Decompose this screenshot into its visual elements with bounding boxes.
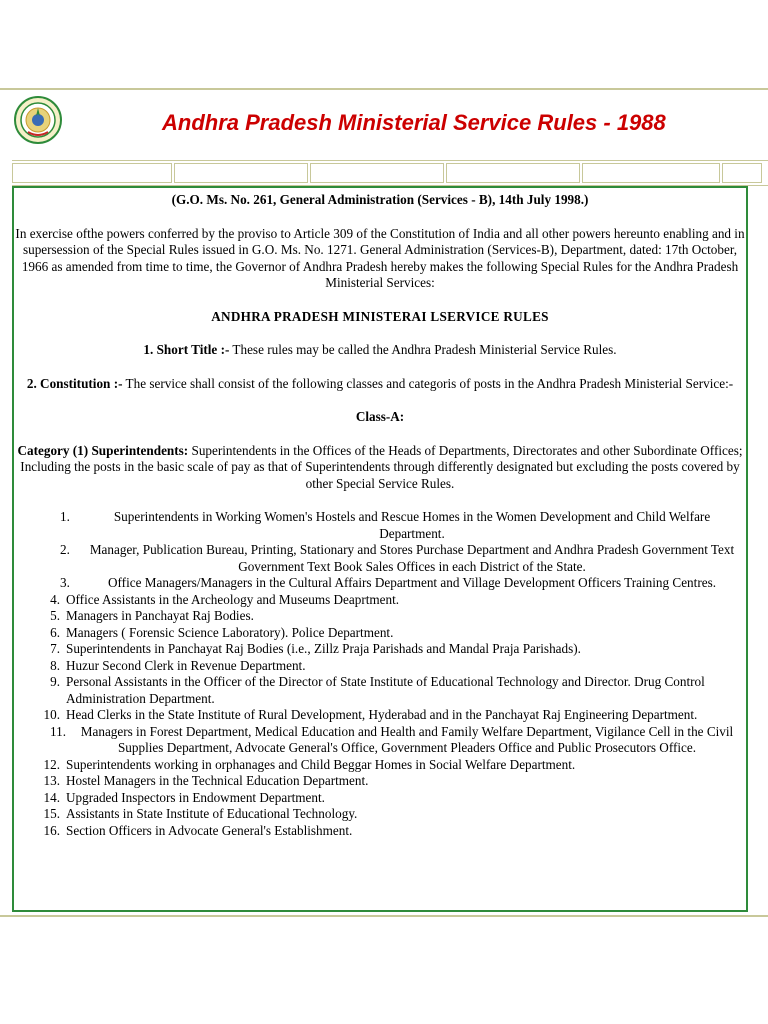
preamble: In exercise ofthe powers conferred by the proviso to Article 309 of the Constitution of India and all other powers hereunto enabling and in supersession of the Special Rules issued in G.O. Ms. No. 1271. General Administration (Services-B), Department, dated: 17th October, 1966 as amended from time to time, the Governor of Andhra Pradesh hereby makes the following Special Rules for the Andhra Pradesh Ministerial Services:: [15, 225, 745, 290]
list-text: Superintendents in Working Women's Hostels and Rescue Homes in the Women Development and Child Welfare Department.: [113, 509, 711, 541]
list-number: 13.: [43, 773, 60, 788]
list-item: [14, 806, 746, 823]
list-text: Office Assistants in the Archeology and Museums Deaprtment.: [66, 591, 400, 607]
nav-cell[interactable]: [446, 163, 580, 183]
list-number: 8.: [50, 657, 60, 673]
rules-heading: ANDHRA PRADESH MINISTERAI LSERVICE RULES: [211, 308, 549, 324]
list-text: Superintendents in Panchayat Raj Bodies (i.e., Zillz Praja Parishads and Mandal Praja Parishads).: [66, 641, 581, 656]
list-item: [14, 509, 746, 542]
class-label: Class-A:: [355, 409, 405, 424]
list-number: 2.: [60, 542, 70, 557]
list-number: 9.: [50, 674, 60, 689]
list-text: Managers in Panchayat Raj Bodies.: [66, 608, 254, 623]
list-text: Personal Assistants in the Officer of the Director of State Institute of Educational Technology and Director. Drug Control Administration Department.: [66, 674, 705, 706]
nav-cell[interactable]: [722, 163, 762, 183]
short-title-text: These rules may be called the Andhra Pradesh Ministerial Service Rules.: [229, 342, 617, 357]
list-text: Hostel Managers in the Technical Education Department.: [66, 773, 369, 788]
list-text: Manager, Publication Bureau, Printing, Stationary and Stores Purchase Department and Andhra Pradesh Government Text Government Text Book Sales Offices in each District of the State.: [89, 542, 735, 574]
list-number: 6.: [50, 624, 60, 640]
list-number: 11.: [50, 723, 66, 739]
list-item: [14, 542, 746, 575]
nav-cell[interactable]: [310, 163, 444, 183]
top-divider: [0, 88, 768, 90]
list-text: Superintendents working in orphanages and Child Beggar Homes in Social Welfare Department.: [66, 756, 576, 772]
rule-constitution: [14, 376, 746, 393]
list-number: 1.: [60, 509, 70, 524]
bottom-divider: [0, 915, 768, 917]
list-number: 12.: [43, 756, 60, 772]
list-item: [14, 575, 746, 592]
list-item: [14, 707, 746, 724]
list-text: Upgraded Inspectors in Endowment Department.: [66, 789, 325, 805]
list-item: [14, 823, 746, 840]
list-item: [14, 592, 746, 609]
list-text: Managers in Forest Department, Medical Education and Health and Family Welfare Department, Vigilance Cell in the Civil Supplies Department, Advocate General's Office, Government Pleaders Office and Public Prosecutors Office.: [80, 723, 734, 755]
constitution-label: 2. Constitution :-: [26, 375, 123, 391]
list-number: 14.: [43, 789, 60, 805]
page-title: Andhra Pradesh Ministerial Service Rules - 1988: [162, 110, 666, 135]
list-text: Huzur Second Clerk in Revenue Department.: [66, 657, 306, 673]
category-label: Category (1) Superintendents:: [17, 442, 189, 458]
category-text: Superintendents in the Offices of the Heads of Departments, Directorates and other Subordinate Offices; Including the posts in the basic scale of pay as that of Superintendents through differently designated but excluding the posts covered by other Special Service Rules.: [20, 442, 743, 491]
go-reference: (G.O. Ms. No. 261, General Administration (Services - B), 14th July 1998.): [171, 192, 589, 207]
list-text: Office Managers/Managers in the Cultural Affairs Department and Village Development Officers Training Centres.: [108, 575, 716, 590]
nav-bar: [12, 160, 768, 186]
list-text: Managers ( Forensic Science Laboratory). Police Department.: [66, 624, 394, 640]
list-item: [14, 790, 746, 807]
list-number: 15.: [43, 806, 60, 821]
list-text: Section Officers in Advocate General's Establishment.: [66, 822, 353, 838]
constitution-text: The service shall consist of the following classes and categoris of posts in the Andhra Pradesh Ministerial Service:-: [122, 375, 734, 391]
list-text: Assistants in State Institute of Educational Technology.: [66, 806, 358, 821]
list-number: 16.: [43, 822, 60, 838]
nav-cell[interactable]: [12, 163, 172, 183]
list-item: [14, 674, 746, 707]
list-number: 5.: [50, 608, 60, 623]
list-item: [14, 641, 746, 658]
document-body: [12, 186, 748, 912]
list-item: [14, 658, 746, 675]
nav-cell[interactable]: [174, 163, 308, 183]
list-item: [14, 773, 746, 790]
list-item: [14, 625, 746, 642]
list-number: 7.: [50, 641, 60, 656]
list-item: [14, 757, 746, 774]
list-number: 10.: [43, 707, 60, 722]
rule-short-title: [14, 342, 746, 359]
list-number: 4.: [50, 591, 60, 607]
nav-cell[interactable]: [582, 163, 720, 183]
superintendent-posts-list: [14, 509, 746, 839]
list-text: Head Clerks in the State Institute of Rural Development, Hyderabad and in the Panchayat Raj Engineering Department.: [66, 707, 698, 722]
category-paragraph: [14, 443, 746, 493]
short-title-label: 1. Short Title :-: [143, 342, 230, 357]
list-number: 3.: [60, 575, 70, 590]
list-item: [14, 724, 746, 757]
list-item: [14, 608, 746, 625]
